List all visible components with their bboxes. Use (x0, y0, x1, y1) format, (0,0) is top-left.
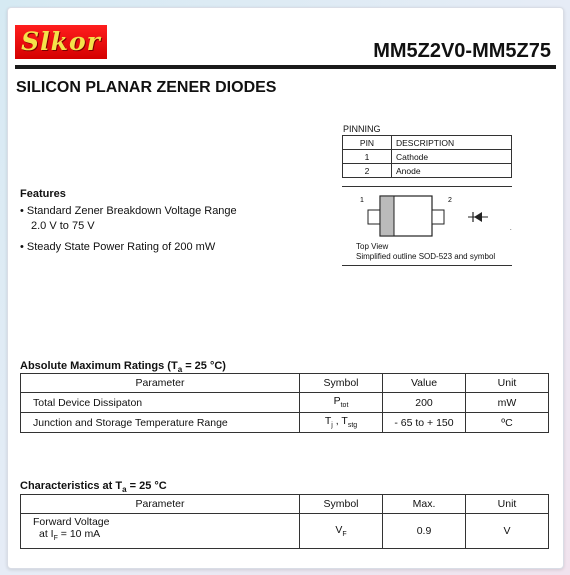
feature-item: • Standard Zener Breakdown Voltage Range (20, 205, 237, 217)
parameter-header: Parameter (21, 374, 300, 393)
abs-max-heading: Absolute Maximum Ratings ($T_a = 25$ °C) (20, 360, 226, 375)
feature-item: • Steady State Power Rating of 200 mW (20, 241, 216, 253)
symbol-cell: $P_{tot}$ (300, 393, 383, 413)
datasheet-page (7, 7, 564, 569)
unit-header: Unit (466, 374, 549, 393)
unit-cell: mW (466, 393, 549, 413)
feature-item: 2.0 V to 75 V (31, 220, 95, 232)
diagram-top-rule (342, 186, 512, 187)
description-column-header: DESCRIPTION (392, 136, 512, 150)
part-number-title: MM5Z2V0-MM5Z75 (373, 40, 551, 62)
abs-max-table (20, 373, 549, 433)
diagram-bottom-rule (342, 265, 512, 266)
anode-lead (432, 210, 444, 224)
cathode-lead (368, 210, 380, 224)
package-outline-svg (342, 188, 512, 243)
characteristics-heading: Characteristics at $T_a = 25$ °C (20, 480, 167, 495)
pin2-mark: 2 (448, 197, 452, 204)
cathode-band (380, 196, 394, 236)
pin-number: 2 (343, 164, 392, 178)
parameter-header: Parameter (21, 495, 300, 514)
pinning-table (342, 135, 512, 178)
table-header-row (21, 374, 549, 393)
unit-cell: ºC (466, 413, 549, 433)
pin-description: Anode (392, 164, 512, 178)
value-cell: 0.9 (383, 514, 466, 549)
parameter-condition: at $I_F = 10$ mA (39, 528, 101, 543)
pin-column-header: PIN (343, 136, 392, 150)
characteristics-table (20, 494, 549, 549)
outline-caption: Simplified outline SOD-523 and symbol (356, 252, 496, 261)
brand-logo (15, 25, 107, 59)
pinning-row (343, 164, 512, 178)
symbol-header: Symbol (300, 374, 383, 393)
page-title: SILICON PLANAR ZENER DIODES (16, 79, 277, 96)
value-header: Value (383, 374, 466, 393)
parameter-line: Forward Voltage (33, 516, 110, 529)
symbol-cell: $T_j$ , $T_{stg}$ (300, 413, 383, 433)
package-diagram (342, 186, 512, 266)
value-cell: - 65 to + 150 (383, 413, 466, 433)
table-row (21, 393, 549, 413)
pinning-label: PINNING (343, 124, 381, 134)
symbol-cell: $V_F$ (300, 514, 383, 549)
zener-diode-symbol (468, 212, 488, 222)
logo-text: Slkor (21, 27, 101, 56)
parameter-cell (21, 514, 300, 549)
header-divider (15, 65, 556, 69)
symbol-header: Symbol (300, 495, 383, 514)
pin-description: Cathode (392, 150, 512, 164)
pin1-mark: 1 (360, 197, 364, 204)
max-header: Max. (383, 495, 466, 514)
table-row (21, 413, 549, 433)
parameter-cell: Total Device Dissipaton (21, 393, 300, 413)
unit-header: Unit (466, 495, 549, 514)
table-header-row (21, 495, 549, 514)
top-view-label: Top View (356, 242, 389, 251)
value-cell: 200 (383, 393, 466, 413)
features-heading: Features (20, 188, 66, 200)
pinning-header-row (343, 136, 512, 150)
svg-text:.: . (510, 226, 512, 232)
unit-cell: V (466, 514, 549, 549)
pinning-row (343, 150, 512, 164)
parameter-cell: Junction and Storage Temperature Range (21, 413, 300, 433)
table-row (21, 514, 549, 549)
pin-number: 1 (343, 150, 392, 164)
